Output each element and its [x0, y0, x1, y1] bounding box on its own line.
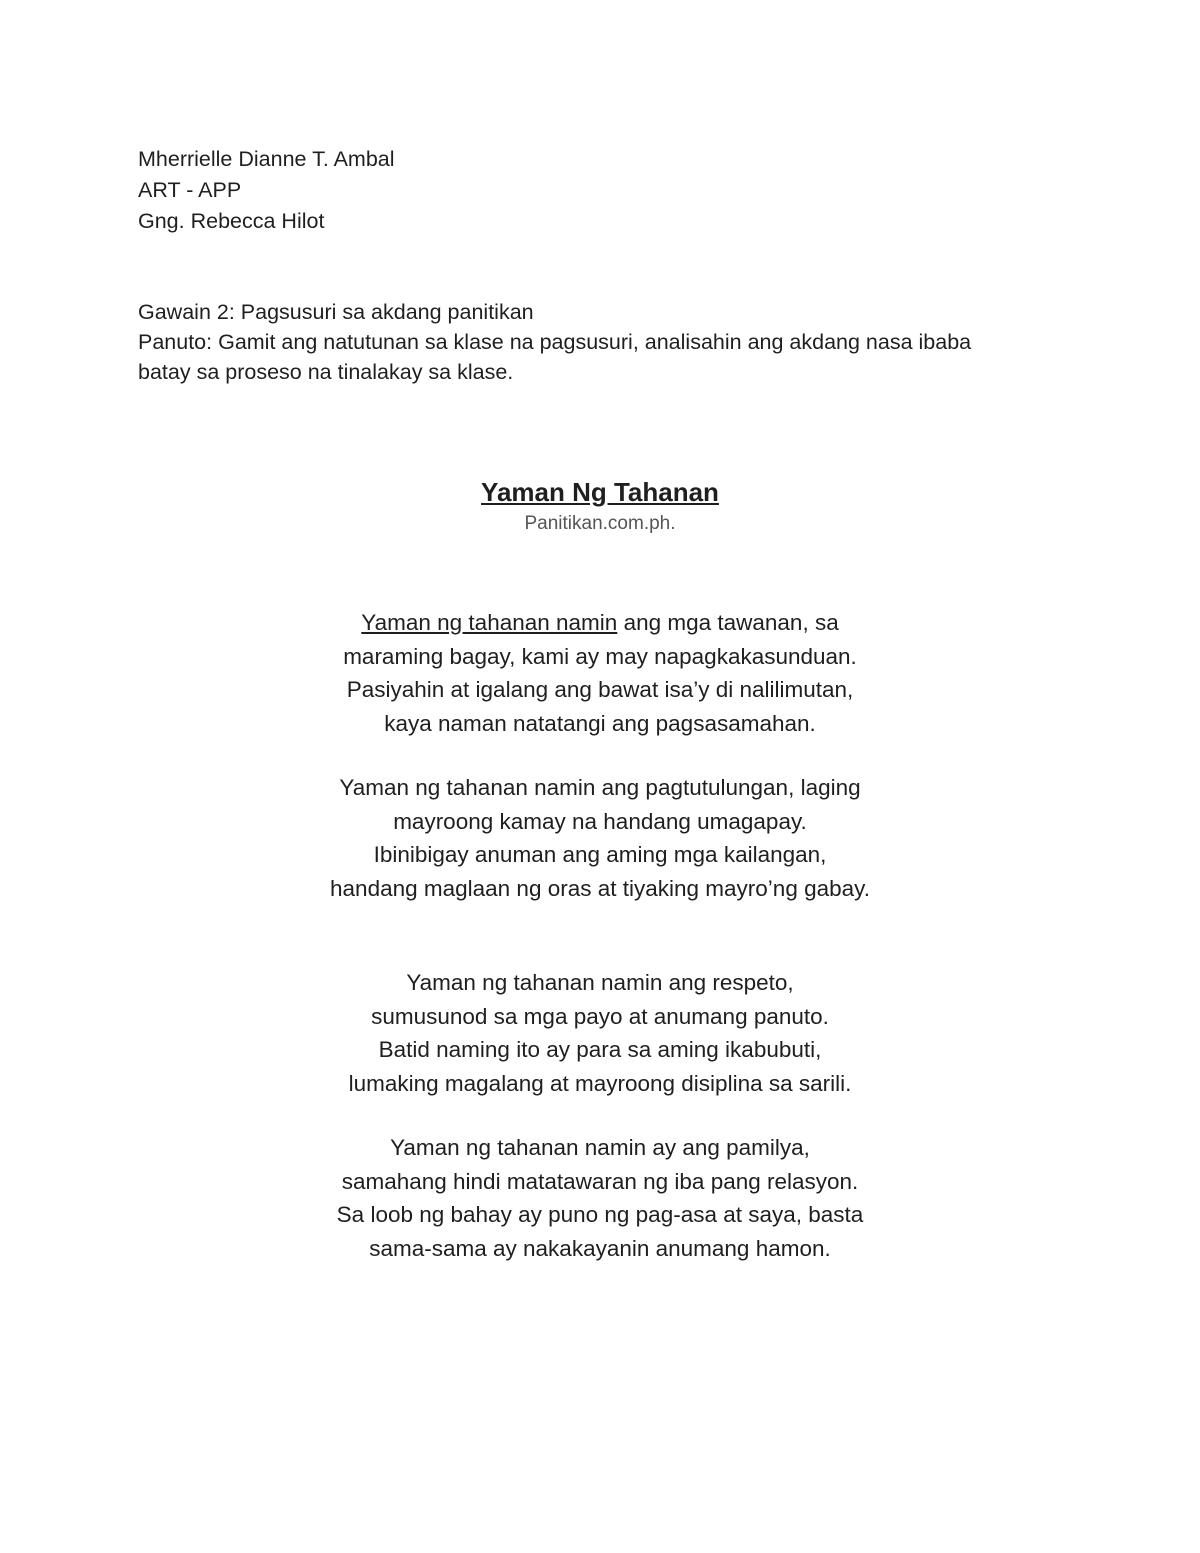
poem-source: Panitikan.com.ph. [524, 513, 676, 534]
poem-line: mayroong kamay na handang umagapay. [393, 808, 807, 834]
poem-line: Ibinibigay anuman ang aming mga kailangan, [373, 842, 827, 867]
poem-line: samahang hindi matatawaran ng iba pang relasyon. [341, 1168, 859, 1194]
poem-line: handang maglaan ng oras at tiyaking mayro’ng gabay. [330, 875, 870, 901]
poem-line: sumusunod sa mga payo at anumang panuto. [371, 1003, 829, 1029]
task-instructions [138, 297, 1078, 387]
poem-line: Batid naming ito ay para sa aming ikabubuti, [378, 1037, 822, 1062]
student-name: Mherrielle Dianne T. Ambal [138, 147, 395, 171]
student-header [138, 144, 395, 237]
poem-line: Pasiyahin at igalang ang bawat isa’y di nalilimutan, [346, 677, 854, 702]
class-section: ART - APP [138, 178, 242, 202]
poem-heading [0, 474, 1200, 538]
poem-line: Yaman ng tahanan namin ang respeto, [406, 970, 794, 995]
poem-stanza-2 [0, 771, 1200, 905]
task-title: Gawain 2: Pagsusuri sa akdang panitikan [138, 300, 534, 324]
task-instruction-line: batay sa proseso na tinalakay sa klase. [138, 360, 514, 384]
poem-line: sama-sama ay nakakayanin anumang hamon. [369, 1235, 831, 1261]
poem-stanza-4 [0, 1131, 1200, 1265]
poem-line: maraming bagay, kami ay may napagkakasunduan. [343, 643, 857, 669]
poem-title: Yaman Ng Tahanan [481, 477, 719, 507]
underlined-phrase: Yaman ng tahanan namin [361, 610, 618, 635]
task-instruction-line: Panuto: Gamit ang natutunan sa klase na pagsusuri, analisahin ang akdang nasa ibaba [138, 330, 972, 354]
poem-stanza-3 [0, 966, 1200, 1100]
poem-stanza-1 [0, 606, 1200, 740]
poem-line [0, 606, 1200, 640]
poem-line: kaya naman natatangi ang pagsasamahan. [384, 710, 816, 736]
poem-line: Yaman ng tahanan namin ang pagtutulungan, laging [339, 775, 861, 800]
poem-line: Sa loob ng bahay ay puno ng pag-asa at saya, basta [336, 1202, 864, 1227]
poem-line: lumaking magalang at mayroong disiplina sa sarili. [348, 1070, 852, 1096]
poem-line-text: ang mga tawanan, sa [623, 610, 839, 635]
teacher-name: Gng. Rebecca Hilot [138, 209, 325, 233]
poem-line: Yaman ng tahanan namin ay ang pamilya, [390, 1135, 810, 1160]
